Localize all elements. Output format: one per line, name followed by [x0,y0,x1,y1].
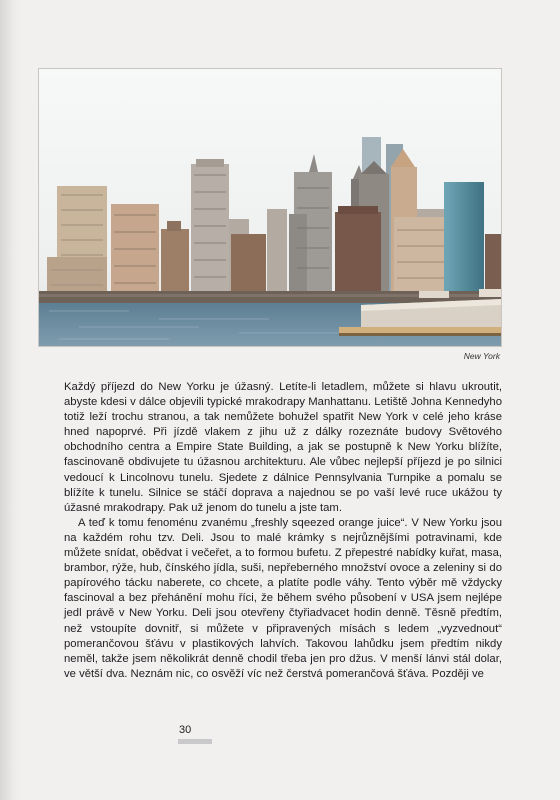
article-body [64,380,502,682]
photo-caption: New York [463,351,500,361]
paragraph: Každý příjezd do New Yorku je úžasný. Letíte-li letadlem, můžete si hlavu ukroutit, abyste kdesi v dálce objevili typické mrakodrapy Manhattanu. Letiště Johna Kennedyho totiž leží trochu stranou, a tak nemůžete bohužel spatřit New York v celé jeho kráse hned napoprvé. Při jízdě vlakem z jihu už z dálky rozeznáte budovy Světového obchodního centra a Empire State Building, a jak se postupně k New Yorku blížíte, fascinovaně obdivujete tu úžasnou architekturu. Ale vůbec nejlepší příjezd je po silnici vedoucí k Lincolnovu tunelu. Sjedete z dálnice Pennsylvania Turnpike a pomalu se blížíte k tunelu. Silnice se stáčí doprava a najednou se po vaší levé ruce ukážou ty úžasné mrakodrapy. Pak už jenom do tunelu a jste tam. [64,381,502,514]
manhattan-skyline-photo [38,68,502,347]
page-number: 30 [179,724,192,736]
page-number-underline [178,739,212,744]
paragraph: A teď k tomu fenoménu zvanému „freshly sqeezed orange juice“. V New Yorku jsou na každém rohu tzv. Deli. Jsou to malé krámky s nejrůznějšími potravinami, kde můžete snídat, obědvat i večeřet, a to formou bufetu. Z přepestré nabídky kuřat, masa, brambor, rýže, hub, čínského jídla, suši, nepřeberného množství ovoce a zeleniny si do papírového tácku naberete, co chcete, a platíte podle váhy. Tento výběr mě vždycky fascinoval a bez přehánění mohu říci, že během svého působení v USA jsem nejlépe jedl právě v New Yorku. Deli jsou otevřeny čtyřiadvacet hodin denně. Těsně předtím, než vstoupíte dovnitř, si můžete v připravených mísách s ledem „vyzvednout“ pomerančovou šťávu v plastikových lahvích. Takovou lahůdku jsem předtím nikdy neměl, takže jsem několikrát denně chodil třeba jen pro džus. V menší lánvi stál dolar, ve větší dva. Neznám nic, co osvěží víc než čerstvá pomerančová šťáva. Později ve [64,516,502,680]
book-spine-shadow [0,0,22,800]
